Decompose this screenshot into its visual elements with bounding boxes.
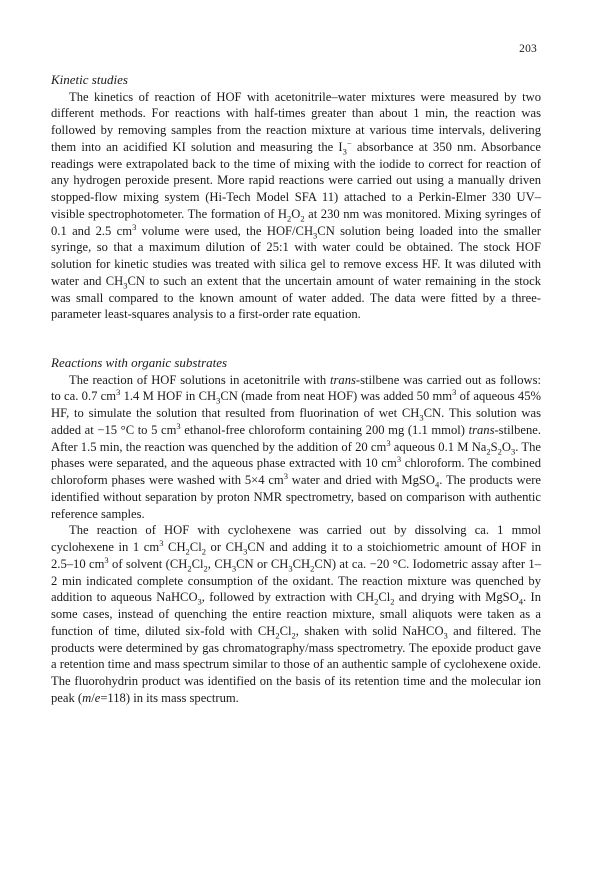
section-kinetic-studies [51,72,541,323]
section-reactions-organic [51,355,541,707]
section-spacer [51,323,541,355]
page-body [51,72,541,707]
section-heading: Kinetic studies [51,72,128,87]
paragraph: The reaction of HOF solutions in acetonitrile with trans-stilbene was carried out as follows: to ca. 0.7 $cm^3$ 1.4 M HOF in $CH_3CN$ (made from neat HOF) was added 50 $mm^3$ of aqueous 45% HF, to simulate the solution that resulted from fluorination of wet $CH_3CN$. This solution was added at −15 °C to 5 $cm^3$ ethanol-free chloroform containing 200 mg (1.1 mmol) trans-stilbene. After 1.5 min, the reaction was quenched by the addition of 20 $cm^3$ aqueous 0.1 M $Na_2S_2O_3$. The phases were separated, and the aqueous phase extracted with 10 $cm^3$ chloroform. The combined chloroform phases were washed with 5×4 $cm^3$ water and dried with MgSO$_4$. The products were identified without separation by proton NMR spectrometry, based on comparison with authentic reference samples. [51,372,542,521]
paragraph: The kinetics of reaction of HOF with acetonitrile–water mixtures were measured by two different methods. For reactions with half-times greater than about 1 min, the reaction was followed by removing samples from the reaction mixture at various time intervals, delivering them into an acidified KI solution and measuring the $I_3^-$ absorbance at 350 nm. Absorbance readings were extrapolated back to the time of mixing with the iodide to correct for reaction of any hydrogen peroxide present. More rapid reactions were carried out using a manually driven stopped-flow mixing system (Hi-Tech Model SFA 11) attached to a Perkin-Elmer 330 UV–visible spectrophotometer. The formation of $H_2O_2$ at 230 nm was monitored. Mixing syringes of 0.1 and 2.5 $cm^3$ volume were used, the HOF/$CH_3CN$ solution being loaded into the smaller syringe, so that a maximum dilution of 25:1 with water could be obtained. The stock HOF solution for kinetic studies was treated with silica gel to remove excess HF. It was diluted with water and $CH_3CN$ to such an extent that the uncertain amount of water remaining in the stock was small compared to the known amount of water added. The data were fitted by a three-parameter least-squares analysis to a first-order rate equation. [51,89,541,322]
paragraph: The reaction of HOF with cyclohexene was carried out by dissolving ca. 1 mmol cyclohexene in 1 $cm^3$ $CH_2Cl_2$ or $CH_3CN$ and adding it to a stoichiometric amount of HOF in 2.5–10 $cm^3$ of solvent ($CH_2Cl_2$, $CH_3CN$ or $CH_3CH_2CN$) at ca. −20 °C. Iodometric assay after 1–2 min indicated complete consumption of the oxidant. The reaction mixture was quenched by addition to aqueous NaHCO$_3$, followed by extraction with $CH_2Cl_2$ and drying with MgSO$_4$. In some cases, instead of quenching the entire reaction mixture, small aliquots were taken as a function of time, diluted six-fold with $CH_2Cl_2$, shaken with solid NaHCO$_3$ and filtered. The products were determined by gas chromatography/mass spectrometry. The epoxide product gave a retention time and mass spectrum similar to those of an authentic sample of cyclohexene oxide. The fluorohydrin product was identified on the basis of its retention time and the molecular ion peak (m/e=118) in its mass spectrum. [51,523,541,705]
page-number: 203 [519,43,537,55]
section-heading: Reactions with organic substrates [51,355,228,371]
